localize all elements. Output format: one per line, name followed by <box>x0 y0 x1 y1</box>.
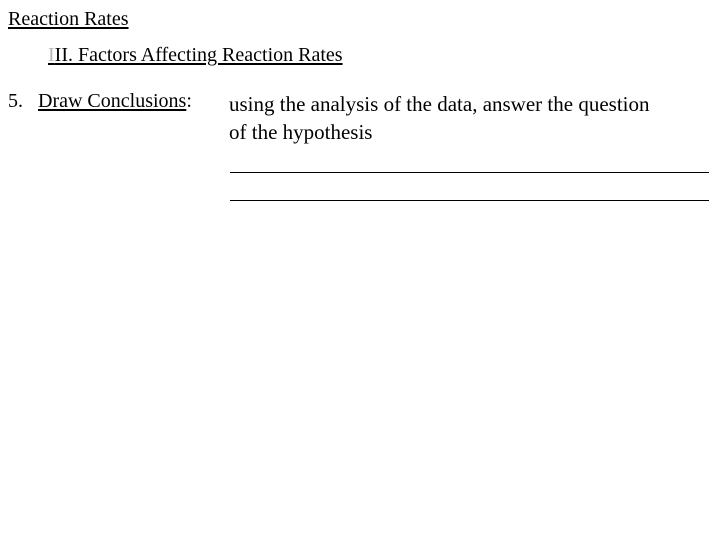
step-instructions-line-1: using the analysis of the data, answer the question <box>229 92 650 116</box>
step-label-text: Draw Conclusions <box>38 90 187 112</box>
answer-blank-line-1 <box>230 172 709 173</box>
step-instructions <box>229 90 719 146</box>
step-label <box>38 89 192 113</box>
section-heading <box>48 43 343 67</box>
step-number: 5. <box>8 90 23 112</box>
step-instructions-line-2: of the hypothesis <box>229 120 373 144</box>
section-heading-text: II. Factors Affecting Reaction Rates <box>54 44 343 66</box>
section-numeral-prefix: I <box>48 44 55 66</box>
answer-blank-line-2 <box>230 200 709 201</box>
step-label-colon: : <box>186 90 192 112</box>
slide-title: Reaction Rates <box>8 8 129 30</box>
